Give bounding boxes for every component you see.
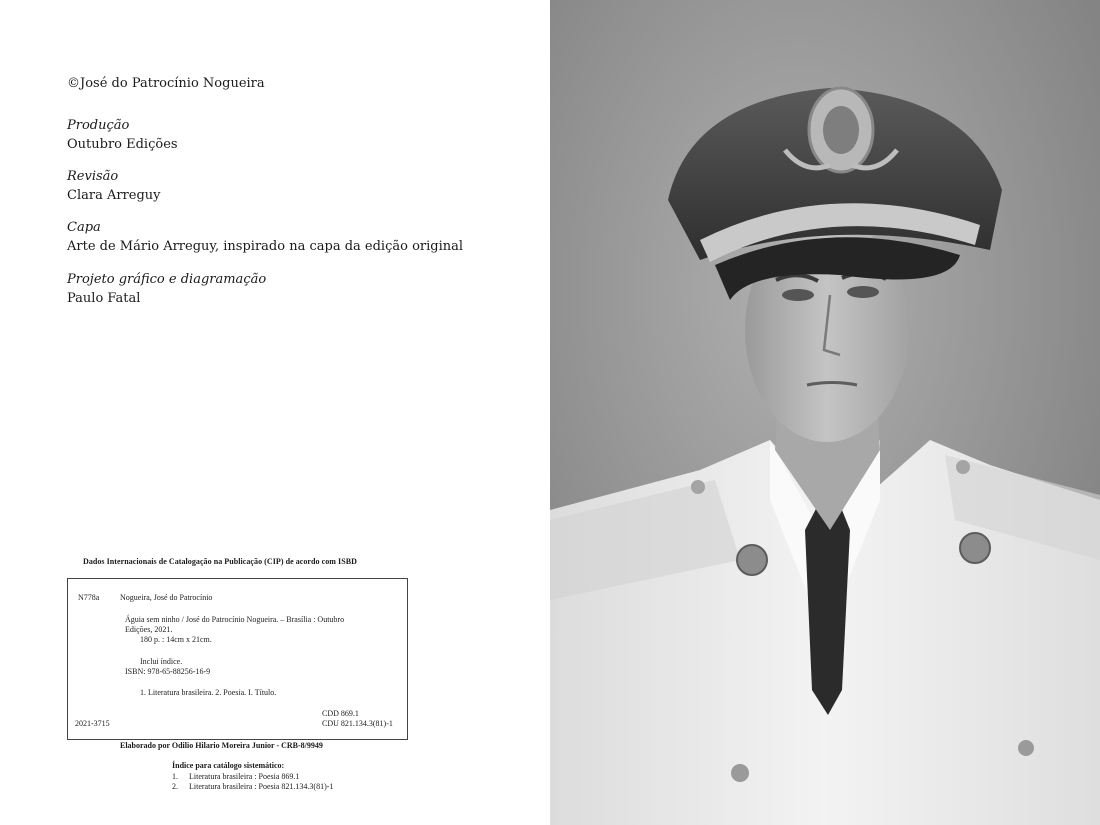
cip-cataloger: Elaborado por Odilio Hilario Moreira Junior - CRB-8/9949 bbox=[120, 741, 323, 750]
portrait-photo bbox=[550, 0, 1100, 825]
credit-name: Clara Arreguy bbox=[67, 188, 161, 203]
credit-cover bbox=[67, 220, 463, 254]
index-item-number: 2. bbox=[172, 782, 178, 791]
copyright-notice: ©José do Patrocínio Nogueira bbox=[67, 76, 265, 91]
collar-insignia-right bbox=[960, 533, 990, 563]
credit-name: Paulo Fatal bbox=[67, 291, 141, 306]
jacket-button bbox=[1018, 740, 1034, 756]
cap-badge-center bbox=[823, 106, 859, 154]
collar-insignia-left bbox=[737, 545, 767, 575]
left-eye bbox=[782, 289, 814, 301]
cip-author: Nogueira, José do Patrocínio bbox=[120, 593, 213, 602]
index-item-number: 1. bbox=[172, 772, 178, 781]
epaulette-button bbox=[691, 480, 705, 494]
index-item bbox=[172, 782, 333, 792]
index-item-text: Literatura brasileira : Poesia 869.1 bbox=[189, 772, 300, 781]
cip-title-line2: Edições, 2021. bbox=[125, 625, 173, 634]
right-eye bbox=[847, 286, 879, 298]
credit-production bbox=[67, 118, 178, 152]
credit-name: Arte de Mário Arreguy, inspirado na capa da edição original bbox=[67, 239, 464, 254]
cip-record bbox=[67, 578, 408, 740]
cip-cdu: CDU 821.134.3(81)-1 bbox=[322, 719, 393, 728]
credit-role: Projeto gráfico e diagramação bbox=[67, 272, 267, 287]
cip-isbn: ISBN: 978-65-88256-16-9 bbox=[125, 667, 211, 676]
cip-title-line1: Águia sem ninho / José do Patrocínio Nogueira. – Brasília : Outubro bbox=[125, 615, 345, 624]
cip-note: Inclui índice. bbox=[140, 657, 183, 666]
index-item bbox=[172, 772, 333, 782]
cip-call-number: N778a bbox=[78, 593, 100, 602]
index-item-text: Literatura brasileira : Poesia 821.134.3(81)-1 bbox=[189, 782, 334, 791]
index-title: Índice para catálogo sistemático: bbox=[172, 761, 285, 770]
cip-heading: Dados Internacionais de Catalogação na Publicação (CIP) de acordo com ISBD bbox=[83, 557, 357, 566]
credit-role: Revisão bbox=[67, 169, 119, 184]
credit-revision bbox=[67, 169, 161, 203]
cip-pages: 180 p. : 14cm x 21cm. bbox=[140, 635, 212, 644]
epaulette-button bbox=[956, 460, 970, 474]
credit-name: Outubro Edições bbox=[67, 137, 178, 152]
credit-role: Produção bbox=[67, 118, 130, 133]
credit-role: Capa bbox=[67, 220, 101, 235]
portrait-illustration bbox=[550, 0, 1100, 825]
cip-subjects: 1. Literatura brasileira. 2. Poesia. I. Título. bbox=[140, 688, 277, 697]
credit-design bbox=[67, 272, 266, 306]
cip-control-number: 2021-3715 bbox=[75, 719, 110, 728]
jacket-button bbox=[731, 764, 749, 782]
index-list bbox=[172, 772, 333, 792]
cip-cdd: CDD 869.1 bbox=[322, 709, 359, 718]
